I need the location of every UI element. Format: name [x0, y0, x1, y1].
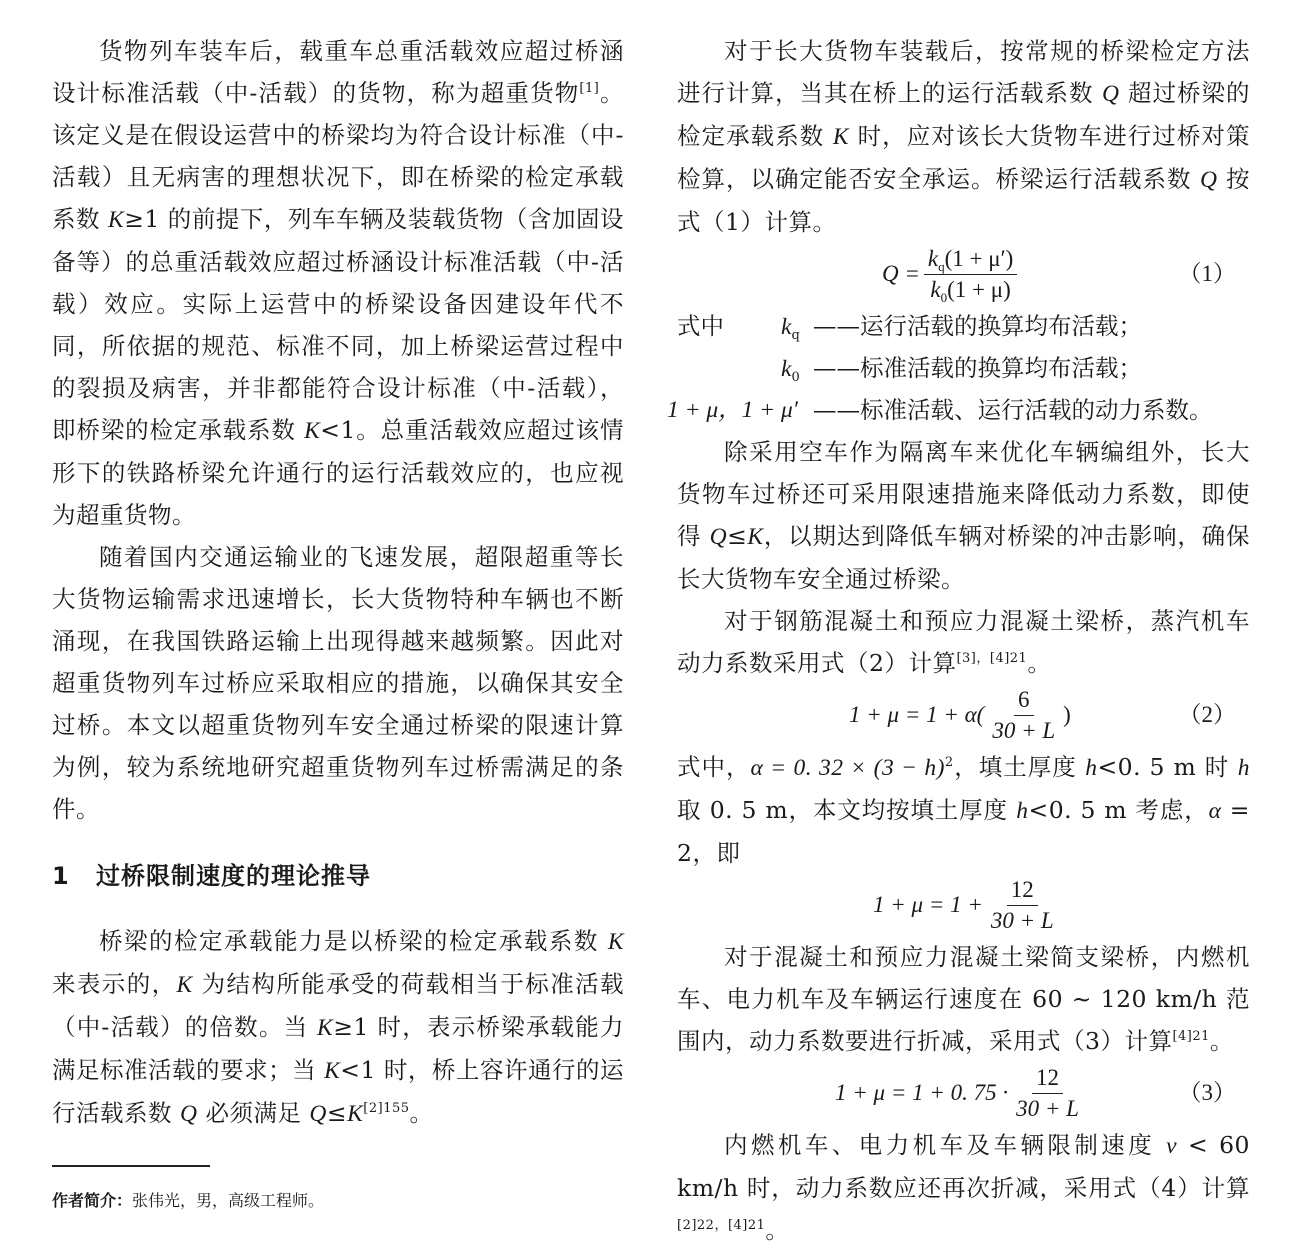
eq-fraction [924, 245, 1017, 304]
subscript: 0 [791, 370, 800, 385]
text: 。 [765, 1216, 790, 1244]
text: ，填土厚度 [953, 753, 1086, 781]
text: 为结构所能承受的荷载相当于标准活载（中-活载）的倍数。当 [52, 970, 624, 1041]
eq-term: (1 + μ) [947, 276, 1011, 302]
eq-rhs: ) [1063, 702, 1071, 727]
text: 对于钢筋混凝土和预应力混凝土梁桥，蒸汽机车动力系数采用式（2）计算 [677, 607, 1250, 677]
symbol-q: Q [179, 1101, 198, 1127]
citation[interactable]: [2]22，[4]21 [677, 1218, 766, 1233]
symbol-q: Q [309, 1101, 327, 1127]
symbol-h: h [1016, 798, 1029, 824]
subscript: q [938, 258, 945, 274]
eq-numerator: 6 [1014, 686, 1034, 716]
paragraph-background: 随着国内交通运输业的飞速发展，超限超重等长大货物运输需求迅速增长，长大货物特种车辆也不断涌现，在我国铁路运输上出现得越来越频繁。因此对超重货物列车过桥应采取相应的措施，以确保其安全过桥。本文以超重货物列车安全通过桥梁的限速计算为例，较为系统地研究超重货物列车过桥需满足的条件。 [52, 543, 624, 823]
paragraph-steam-loco [677, 600, 1250, 684]
citation[interactable]: [1] [579, 81, 600, 96]
definition-row [667, 389, 1250, 431]
paragraph-check-method [677, 30, 1250, 243]
symbol-k: k [927, 245, 939, 271]
equation-number: （1） [1178, 261, 1236, 286]
subscript: q [791, 328, 800, 343]
author-bio [52, 1189, 624, 1213]
definition-text: ——标准活载的换算均布活载； [813, 354, 1142, 382]
eq-lhs: 1 + μ = 1 + [873, 892, 983, 917]
eq-numerator: 12 [1007, 876, 1038, 906]
text: = 2，即 [677, 796, 1250, 867]
definition-text: ——标准活载、运行活载的动力系数。 [813, 396, 1213, 424]
symbol-q: Q [709, 524, 728, 550]
left-column [52, 30, 624, 1213]
citation[interactable]: [3]，[4]21 [956, 651, 1028, 666]
text: 必须满足 [197, 1099, 310, 1127]
definition-symbol [781, 305, 800, 348]
text: 。 [1209, 1027, 1234, 1055]
text: ≥1 的前提下，列车车辆及装载货物（含加固设备等）的总重活载效应超过桥涵设计标准活载（中-活载）效应。实际上运营中的桥梁设备因建设年代不同，所依据的规范、标准不同，加上桥梁运营过程中的裂损及病害，并非都能符合设计标准（中-活载），即桥梁的检定承载系数 [52, 205, 624, 444]
section-number: 1 [52, 862, 70, 890]
text: 。该定义是在假设运营中的桥梁均为符合设计标准（中-活载）且无病害的理想状况下，即在桥梁的检定承载系数 [52, 79, 624, 233]
symbol-k: k [781, 356, 792, 382]
eq-fraction [988, 686, 1059, 745]
definitions-lead: 式中 [677, 312, 724, 340]
symbol-v: v [1166, 1133, 1178, 1159]
paragraph-diesel-electric [677, 936, 1250, 1062]
symbol-h: h [1085, 755, 1098, 781]
equation-number: （2） [1178, 702, 1236, 727]
symbol-k: K [747, 524, 764, 550]
symbol-alpha-expr: α = 0. 32 × (3 − h) [750, 755, 945, 781]
bio-text: 张伟光，男，高级工程师。 [132, 1191, 325, 1210]
definition-symbol: 1 + μ，1 + μ′ [667, 397, 798, 423]
text: 按式（1）计算。 [677, 165, 1250, 236]
right-column [667, 30, 1250, 1251]
section-title: 过桥限制速度的理论推导 [96, 862, 371, 890]
definition-row [677, 305, 1250, 347]
equation-3 [677, 1062, 1250, 1124]
eq-denominator: 30 + L [1016, 1095, 1079, 1121]
definition-row [677, 347, 1250, 389]
symbol-alpha: α [1208, 798, 1222, 824]
text: 取 0. 5 m，本文均按填土厚度 [677, 796, 1017, 824]
paragraph-low-speed [677, 1124, 1250, 1251]
symbol-definitions [667, 305, 1250, 431]
definition-symbol [781, 347, 800, 390]
eq-fraction [987, 876, 1058, 935]
symbol-k: k [781, 314, 792, 340]
eq-denominator: 30 + L [990, 907, 1054, 933]
text: <0. 5 m 考虑， [1028, 796, 1209, 824]
equation-2 [677, 684, 1250, 746]
eq-term: (1 + μ′) [944, 245, 1014, 271]
paragraph-capacity [52, 920, 624, 1135]
paragraph-speed-limit [677, 431, 1250, 600]
bio-label: 作者简介： [52, 1191, 133, 1210]
symbol-k: K [108, 207, 125, 233]
symbol-k: K [832, 124, 850, 150]
citation[interactable]: [4]21 [1172, 1029, 1210, 1044]
text: <1 时，桥上容许通行的运行活载系数 [52, 1056, 624, 1127]
equation-1 [677, 243, 1250, 305]
text: 对于长大货物车装载后，按常规的桥梁检定方法进行计算，当其在桥上的运行活载系数 [677, 37, 1250, 107]
eq-numerator: 12 [1032, 1064, 1063, 1094]
eq-lhs: 1 + μ = 1 + 0. 75 · [835, 1080, 1009, 1105]
symbol-k: k [930, 276, 941, 302]
text: < 60 km/h 时，动力系数应还再次折减，采用式（4）计算 [677, 1131, 1250, 1202]
superscript: 2 [944, 755, 954, 770]
text: 内燃机车、电力机车及车辆限制速度 [724, 1131, 1167, 1159]
text: 时，应对该长大货物车进行过桥对策检算，以确定能否安全承运。桥梁运行活载系数 [677, 122, 1250, 193]
symbol-k: K [347, 1101, 364, 1127]
eq-denominator: 30 + L [992, 717, 1056, 743]
footnote-divider [52, 1165, 210, 1167]
text: 。 [409, 1099, 434, 1127]
text: 超过桥梁的检定承载系数 [677, 79, 1250, 150]
eq-lhs: 1 + μ = 1 + α( [849, 702, 985, 727]
symbol-k: K [607, 929, 624, 955]
symbol-k: K [304, 418, 321, 444]
eq-numerator [924, 245, 1017, 275]
text: 。 [1027, 649, 1052, 677]
paragraph-definition [52, 30, 624, 536]
eq-denominator [926, 275, 1014, 304]
equation-2b [677, 874, 1250, 936]
definition-text: ——运行活载的换算均布活载； [813, 312, 1142, 340]
paragraph-alpha [677, 746, 1250, 874]
symbol-k: K [176, 972, 193, 998]
text: 来表示的， [52, 970, 177, 998]
symbol-k: K [317, 1015, 334, 1041]
text: ≤ [326, 1099, 348, 1127]
symbol-k: K [324, 1058, 341, 1084]
text: <1。总重活载效应超过该情形下的铁路桥梁允许通行的运行活载效应的，也应视为超重货物。 [52, 416, 624, 529]
text: 对于混凝土和预应力混凝土梁简支梁桥，内燃机车、电力机车及车辆运行速度在 60 ~ 120 km/h 范围内，动力系数要进行折减，采用式（3）计算 [677, 943, 1250, 1055]
section-heading [52, 858, 624, 894]
text: 除采用空车作为隔离车来优化车辆编组外，长大货物车过桥还可采用限速措施来降低动力系数，即使得 [677, 438, 1250, 550]
symbol-h: h [1237, 755, 1250, 781]
text: ，以期达到降低车辆对桥梁的冲击影响，确保长大货物车安全通过桥梁。 [677, 522, 1250, 593]
citation[interactable]: [2]155 [363, 1101, 410, 1116]
subscript: 0 [940, 289, 948, 305]
text: 桥梁的检定承载能力是以桥梁的检定承载系数 [99, 927, 608, 955]
eq-fraction [1012, 1064, 1083, 1123]
text: 货物列车装车后，载重车总重活载效应超过桥涵设计标准活载（中-活载）的货物，称为超重货物 [52, 37, 624, 107]
equation-number: （3） [1178, 1080, 1236, 1105]
symbol-q: Q [1200, 167, 1218, 193]
symbol-q: Q [1102, 81, 1120, 107]
text: ≥1 时，表示桥梁承载能力满足标准活载的要求；当 [52, 1013, 624, 1084]
text: 式中， [677, 753, 751, 781]
eq-lhs: Q = [882, 261, 920, 286]
text: <0. 5 m 时 [1097, 753, 1238, 781]
text: ≤ [727, 522, 748, 550]
